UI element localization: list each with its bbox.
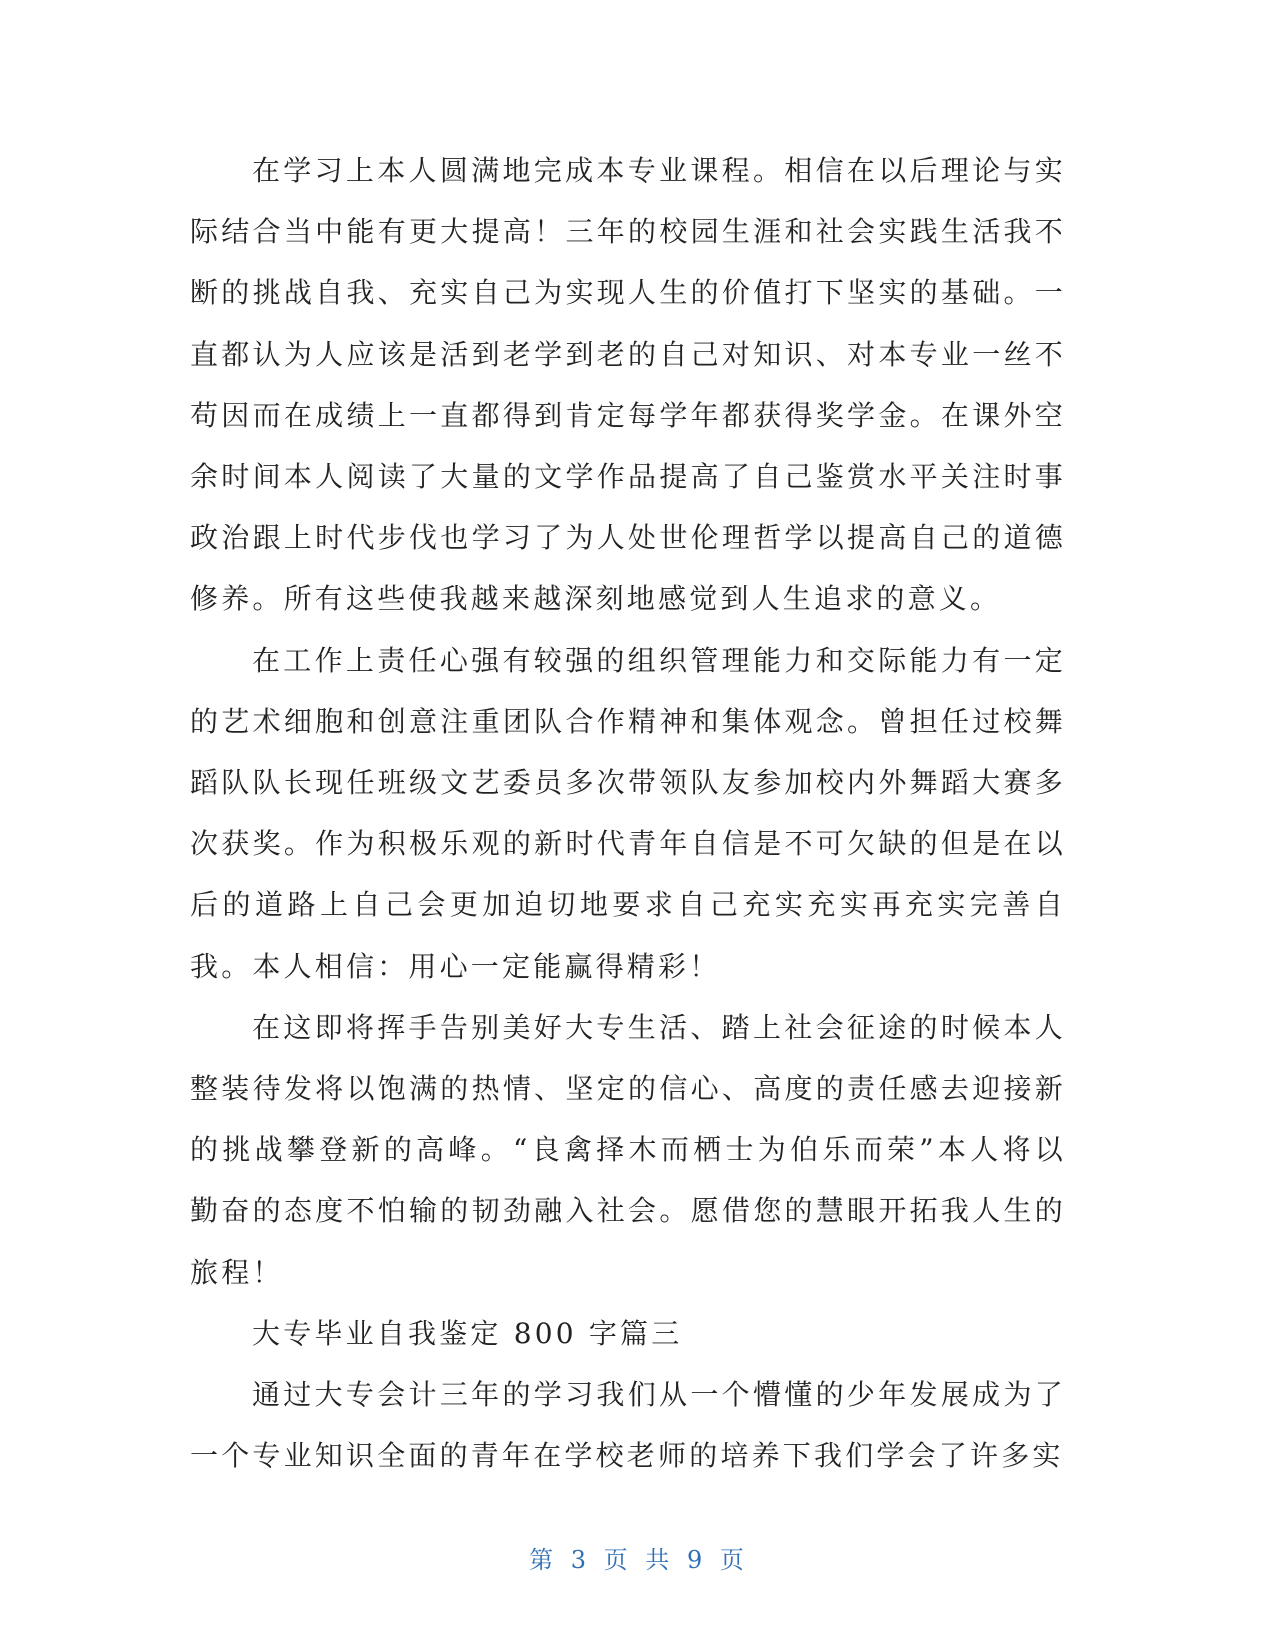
paragraph-farewell: 在这即将挥手告别美好大专生活、踏上社会征途的时候本人整装待发将以饱满的热情、坚定的信心、高度的责任感去迎接新的挑战攀登新的高峰。“良禽择木而栖士为伯乐而荣”本人将以勤奋的态度不怕输的韧劲融入社会。愿借您的慧眼开拓我人生的旅程！ <box>190 1010 1066 1289</box>
page-footer <box>0 1540 1275 1575</box>
paragraph-accounting: 通过大专会计三年的学习我们从一个懵懂的少年发展成为了一个专业知识全面的青年在学校老师的培养下我们学会了许多实 <box>190 1378 1066 1473</box>
paragraph-work: 在工作上责任心强有较强的组织管理能力和交际能力有一定的艺术细胞和创意注重团队合作精神和集体观念。曾担任过校舞蹈队队长现任班级文艺委员多次带领队友参加校内外舞蹈大赛多次获奖。作为积极乐观的新时代青年自信是不可欠缺的但是在以后的道路上自己会更加迫切地要求自己充实充实再充实完善自我。本人相信：用心一定能赢得精彩！ <box>190 643 1066 983</box>
section-heading: 大专毕业自我鉴定 800 字篇三 <box>252 1316 683 1350</box>
document-body <box>190 140 1066 1486</box>
page-number-label: 第 3 页 共 9 页 <box>529 1546 746 1574</box>
paragraph-study: 在学习上本人圆满地完成本专业课程。相信在以后理论与实际结合当中能有更大提高！三年的校园生涯和社会实践生活我不断的挑战自我、充实自己为实现人生的价值打下坚实的基础。一直都认为人应该是活到老学到老的自己对知识、对本专业一丝不苟因而在成绩上一直都得到肯定每学年都获得奖学金。在课外空余时间本人阅读了大量的文学作品提高了自己鉴赏水平关注时事政治跟上时代步伐也学习了为人处世伦理哲学以提高自己的道德修养。所有这些使我越来越深刻地感觉到人生追求的意义。 <box>190 154 1066 616</box>
